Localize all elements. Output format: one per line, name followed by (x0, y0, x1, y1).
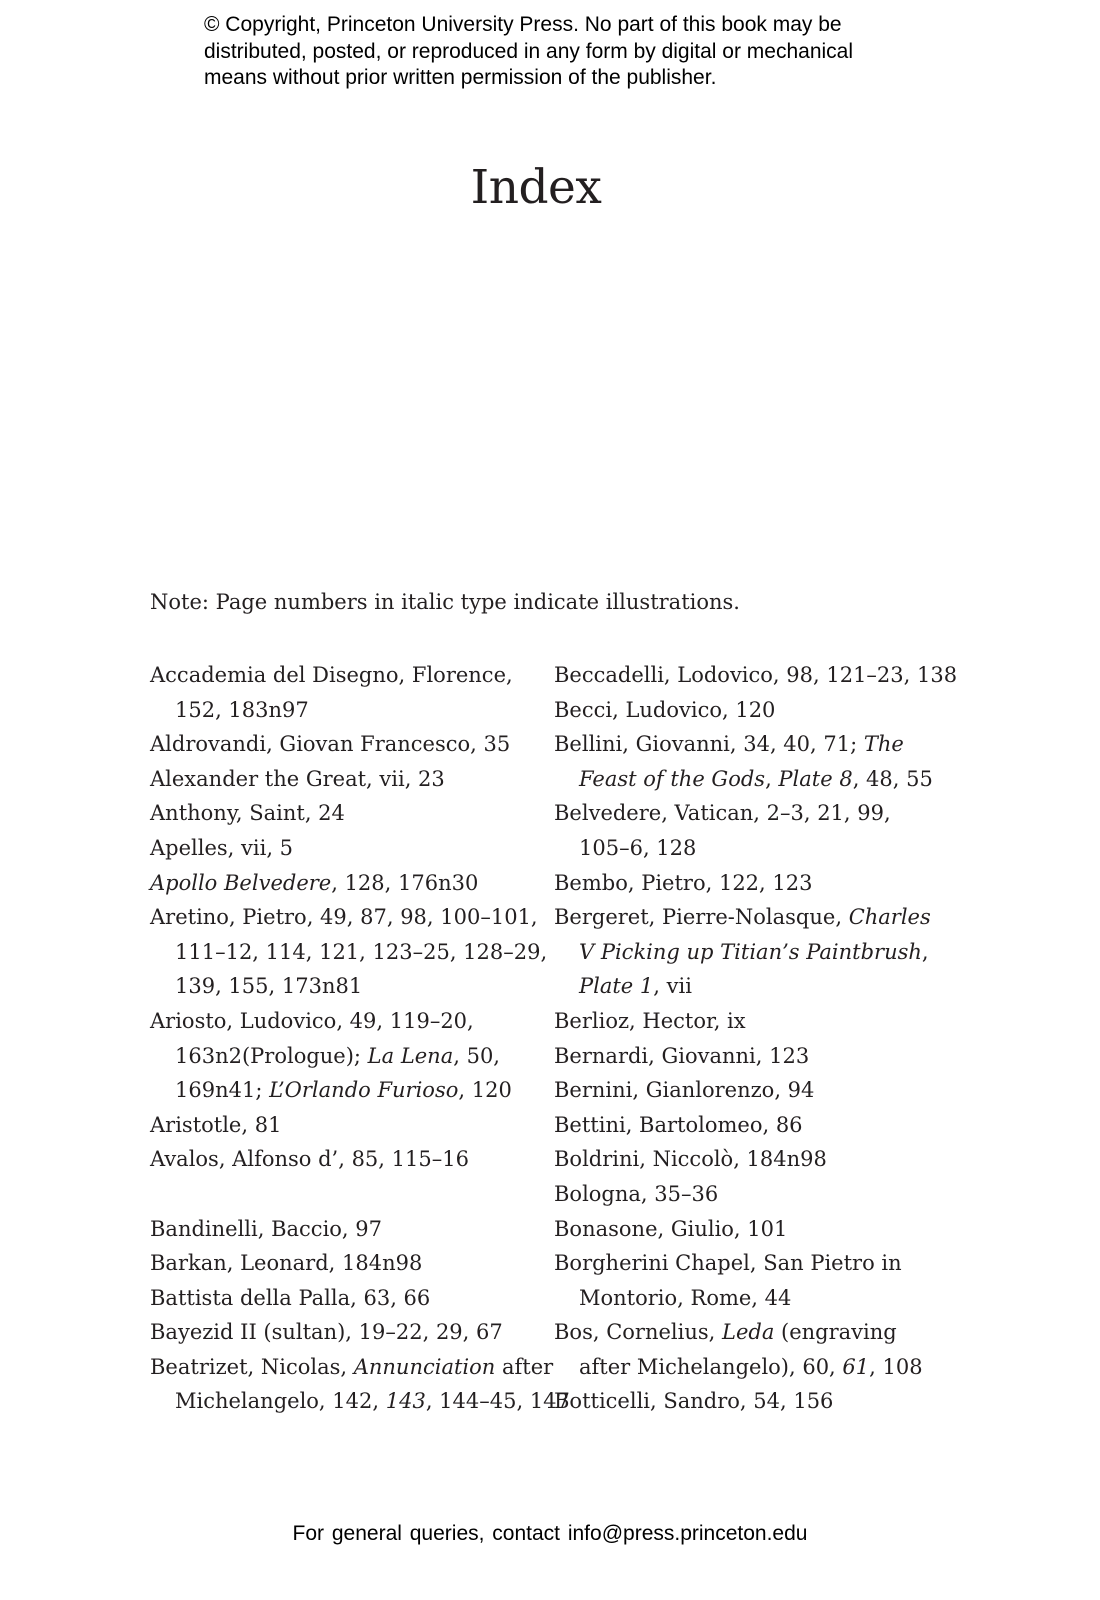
entry-text: 163n2(Prologue); (175, 1043, 368, 1068)
entry-text: Bernardi, Giovanni, 123 (554, 1043, 810, 1068)
index-entry-line (554, 658, 964, 693)
entry-text: Botticelli, Sandro, 54, 156 (554, 1389, 834, 1414)
entry-text: Belvedere, Vatican, 2–3, 21, 99, (554, 801, 891, 826)
index-entry (150, 1004, 560, 1108)
index-entry-line (150, 1142, 560, 1177)
entry-text: Beccadelli, Lodovico, 98, 121–23, 138 (554, 663, 958, 687)
index-entry (150, 866, 560, 901)
index-entry-line (554, 1142, 964, 1177)
index-entry (554, 658, 964, 693)
italic-text: 61 (842, 1354, 870, 1379)
entry-text: Bonasone, Giulio, 101 (554, 1216, 788, 1241)
index-entry-continuation (554, 831, 964, 866)
entry-text: Bandinelli, Baccio, 97 (150, 1216, 382, 1241)
italic-text: 143 (385, 1389, 426, 1414)
italic-text: La Lena (367, 1043, 454, 1068)
italic-text: Charles (848, 905, 931, 930)
index-entry-continuation (150, 1073, 560, 1108)
letter-group-spacer (150, 1177, 560, 1212)
copyright-line: distributed, posted, or reproduced in any form by digital or mechanical (204, 39, 854, 63)
index-entry-continuation (150, 969, 560, 1004)
index-entry (554, 866, 964, 901)
index-entry (554, 1108, 964, 1143)
index-entry (554, 1246, 964, 1315)
index-entry-line (150, 1108, 560, 1143)
index-entry (150, 1246, 560, 1281)
italic-text: Apollo Belvedere (150, 870, 332, 895)
index-entry (150, 1315, 560, 1350)
entry-text: Boldrini, Niccolò, 184n98 (554, 1147, 827, 1172)
italic-text: Annunciation (353, 1354, 496, 1379)
index-entry-line (150, 658, 560, 693)
index-entry (554, 1384, 964, 1419)
index-entry (554, 693, 964, 728)
italic-text: Plate 1 (579, 974, 654, 999)
entry-text: after (495, 1354, 554, 1379)
italic-text: Feast of the Gods (579, 766, 766, 791)
entry-text: 111–12, 114, 121, 123–25, 128–29, (175, 939, 548, 964)
entry-text: Accademia del Disegno, Florence, (150, 663, 513, 687)
entry-text: Bembo, Pietro, 122, 123 (554, 870, 813, 895)
index-entry (150, 796, 560, 831)
index-entry (150, 1212, 560, 1247)
index-entry-continuation (554, 762, 964, 797)
entry-text: Bos, Cornelius, (554, 1320, 722, 1345)
entry-text: , 120 (458, 1078, 512, 1103)
index-entry-continuation (150, 1039, 560, 1074)
index-entry (150, 727, 560, 762)
entry-text: Aristotle, 81 (150, 1112, 282, 1137)
index-entry-continuation (554, 935, 964, 970)
entry-text: , 108 (869, 1354, 923, 1379)
index-entry (150, 831, 560, 866)
index-entry (150, 1350, 570, 1419)
index-entry-line (150, 727, 560, 762)
index-entry (150, 1281, 560, 1316)
entry-text: Bettini, Bartolomeo, 86 (554, 1112, 803, 1137)
entry-text: Bergeret, Pierre-Nolasque, (554, 905, 849, 930)
index-entry-line (150, 1004, 560, 1039)
footer-contact: For general queries, contact info@press.princeton.edu (292, 1522, 808, 1545)
index-entry-line (150, 1281, 560, 1316)
index-entry (554, 1142, 964, 1177)
index-entry (554, 900, 964, 1004)
entry-text: Alexander the Great, vii, 23 (150, 766, 445, 791)
entry-text: Anthony, Saint, 24 (150, 801, 345, 826)
entry-text: , (765, 766, 779, 791)
entry-text: Beatrizet, Nicolas, (150, 1354, 354, 1379)
copyright-notice (204, 12, 924, 92)
index-entry-line (554, 900, 964, 935)
index-entry-line (554, 796, 964, 831)
index-entry-line (554, 1073, 964, 1108)
index-entry-line (554, 1212, 964, 1247)
index-entry-line (554, 1177, 964, 1212)
index-entry (554, 1073, 964, 1108)
index-entry (554, 1315, 964, 1384)
copyright-line: © Copyright, Princeton University Press. No part of this book may be (204, 13, 842, 36)
index-entry-line (554, 727, 964, 762)
entry-text: after Michelangelo), 60, (579, 1354, 843, 1379)
index-entry-continuation (554, 969, 964, 1004)
entry-text: Battista della Palla, 63, 66 (150, 1285, 431, 1310)
index-entry-line (554, 1246, 964, 1281)
index-entry (554, 727, 964, 796)
index-entry (554, 1212, 964, 1247)
entry-text: Becci, Ludovico, 120 (554, 697, 776, 722)
index-entry (554, 1177, 964, 1212)
index-entry (150, 658, 560, 727)
index-entry (150, 1108, 560, 1143)
index-entry (150, 900, 560, 1004)
italic-text: V Picking up Titian’s Paintbrush (579, 939, 922, 964)
entry-text: , 48, 55 (852, 766, 933, 791)
entry-text: Montorio, Rome, 44 (579, 1285, 792, 1310)
index-entry-line (150, 866, 560, 901)
index-entry-continuation (150, 1384, 570, 1419)
index-entry-line (150, 762, 560, 797)
entry-text: Barkan, Leonard, 184n98 (150, 1251, 423, 1276)
index-column-right (554, 658, 964, 1419)
entry-text: Aldrovandi, Giovan Francesco, 35 (150, 732, 511, 757)
entry-text: Aretino, Pietro, 49, 87, 98, 100–101, (150, 905, 538, 930)
index-entry (554, 1004, 964, 1039)
entry-text: Bologna, 35–36 (554, 1181, 719, 1206)
entry-text: Borgherini Chapel, San Pietro in (554, 1251, 902, 1276)
entry-text: Bayezid II (sultan), 19–22, 29, 67 (150, 1320, 503, 1345)
entry-text: , 50, (453, 1043, 500, 1068)
index-entry-continuation (554, 1350, 964, 1385)
entry-text: Bernini, Gianlorenzo, 94 (554, 1078, 815, 1103)
entry-text: Ariosto, Ludovico, 49, 119–20, (150, 1008, 474, 1033)
index-entry-line (150, 1315, 560, 1350)
index-entry-line (554, 1108, 964, 1143)
index-entry-line (150, 900, 560, 935)
entry-text: Michelangelo, 142, (175, 1389, 386, 1414)
index-entry-line (554, 693, 964, 728)
entry-text: , (921, 939, 929, 964)
index-entry-line (150, 796, 560, 831)
entry-text: Bellini, Giovanni, 34, 40, 71; (554, 732, 864, 757)
index-entry-line (554, 866, 964, 901)
entry-text: , 128, 176n30 (331, 870, 479, 895)
index-entry-line (150, 1350, 560, 1385)
index-entry-continuation (554, 1281, 964, 1316)
entry-text: (engraving (774, 1320, 897, 1345)
entry-text: 152, 183n97 (175, 697, 309, 722)
index-entry-line (554, 1039, 964, 1074)
italic-text: Plate 8 (778, 766, 853, 791)
entry-text: , vii (653, 974, 692, 999)
index-entry (554, 1039, 964, 1074)
index-entry-line (554, 1004, 964, 1039)
entry-text: Avalos, Alfonso d’, 85, 115–16 (150, 1147, 469, 1172)
italic-text: Leda (722, 1320, 775, 1345)
index-entry-line (150, 1246, 560, 1281)
entry-text: 105–6, 128 (579, 835, 697, 860)
italic-text: L’Orlando Furioso (269, 1078, 459, 1103)
index-entry-line (554, 1384, 964, 1419)
entry-text: Berlioz, Hector, ix (554, 1008, 746, 1033)
entry-text: , 144–45, 147 (425, 1389, 570, 1414)
page-title: Index (470, 160, 602, 215)
index-entry-continuation (150, 693, 560, 728)
entry-text: 139, 155, 173n81 (175, 974, 363, 999)
index-entry-line (554, 1315, 964, 1350)
copyright-line: means without prior written permission of the publisher. (204, 66, 717, 89)
entry-text: 169n41; (175, 1078, 270, 1103)
index-entry-line (150, 831, 560, 866)
index-entry (554, 796, 964, 865)
index-entry (150, 762, 560, 797)
index-entry-continuation (150, 935, 560, 970)
index-entry-line (150, 1212, 560, 1247)
index-column-left (150, 658, 570, 1419)
index-entry (150, 1142, 560, 1177)
index-note: Note: Page numbers in italic type indicate illustrations. (150, 590, 740, 614)
italic-text: The (863, 732, 904, 757)
entry-text: Apelles, vii, 5 (150, 835, 294, 860)
